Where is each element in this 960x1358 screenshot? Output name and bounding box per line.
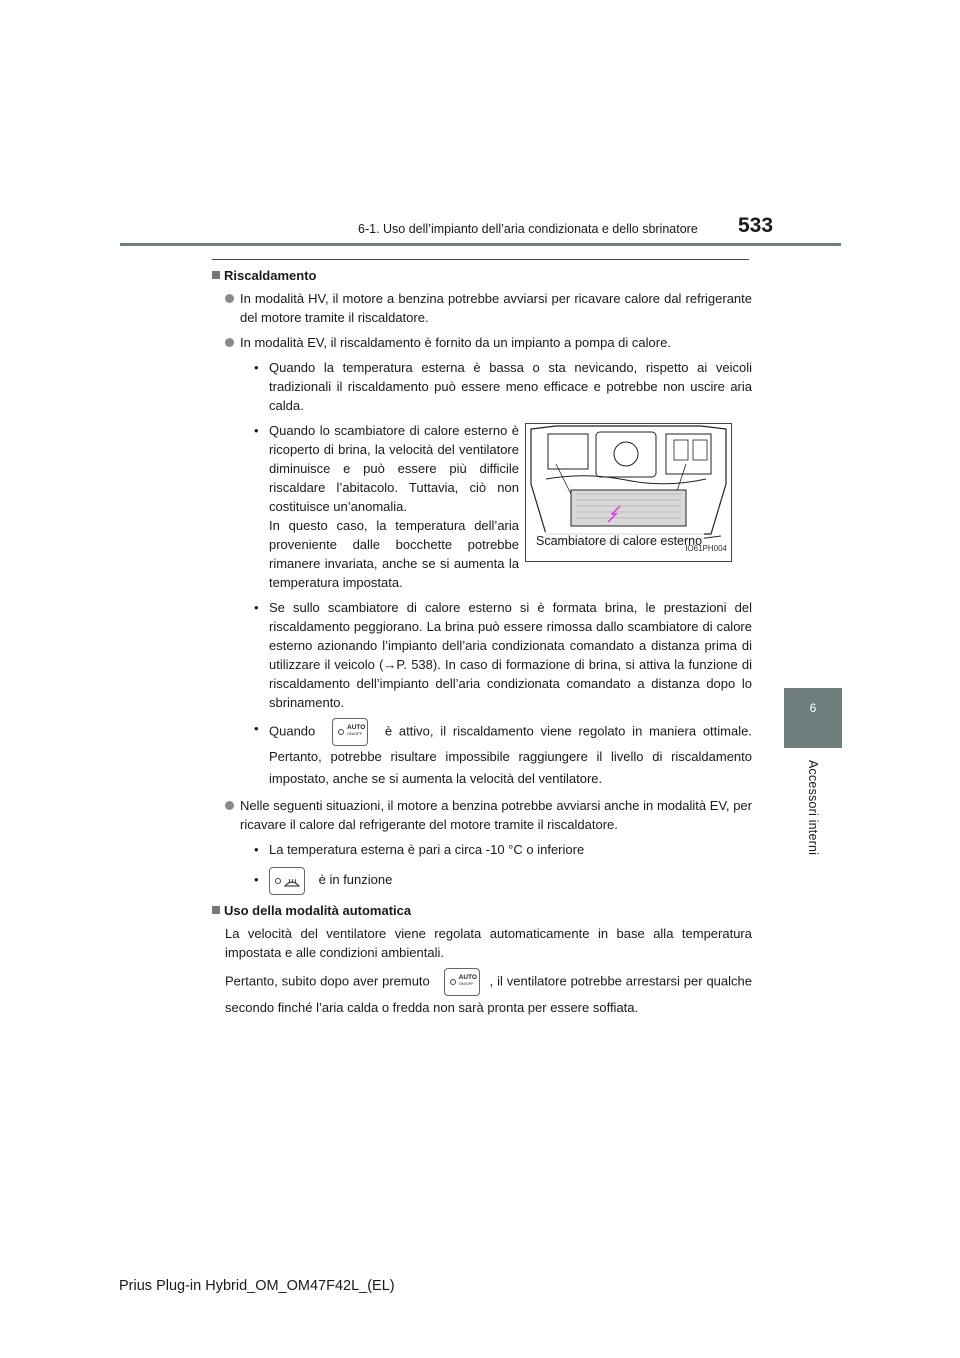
page-number: 533 (738, 214, 774, 237)
figure-label: Scambiatore di calore esterno (534, 532, 704, 551)
figure-code: IO61PH004 (685, 544, 727, 553)
sub-item-defrost: • Se sullo scambiatore di calore esterno si è formata brina, le prestazioni del riscaldamento peggiorano. La brina può essere rimossa dallo scambiatore di calore esterno azionando l’impianto dell’aria condizionata comandato a distanza prima di utilizzare il veicolo (→P. 538). In caso di formazione di brina, si attiva la funzione di riscaldamento dell’impianto dell’aria condizionata comandato a distanza dopo lo sbrinamento. (254, 600, 752, 710)
chapter-number: 6 (809, 701, 817, 715)
windshield-defroster-button-icon (269, 867, 305, 895)
bullet-dot-icon (225, 801, 234, 810)
auto-button-icon: AUTO ON/OFF (332, 718, 368, 746)
heading-heating: Riscaldamento (212, 266, 752, 285)
header-rule (120, 243, 841, 246)
auto-mode-paragraph-1: La velocità del ventilatore viene regolata automaticamente in base alla temperatura impostata e alle condizioni ambientali. (225, 926, 752, 960)
page-content (212, 266, 752, 1026)
bullet-dot-icon (225, 294, 234, 303)
square-marker-icon (212, 271, 220, 279)
content-rule (212, 259, 749, 260)
sub-item-frost: • Quando lo scambiatore di calore esterno è ricoperto di brina, la velocità del ventilatore diminuisce e può essere più difficile riscaldare l’abitacolo. Tuttavia, ciò non costituisce un’anomalia. In questo caso, la temperatura dell’aria proveniente dalle bocchette potrebbe rimanere invariata, anche se si aumenta la temperatura impostata. (254, 423, 519, 590)
bullet-dot-icon (225, 338, 234, 347)
auto-button-icon: AUTO ON/OFF (444, 968, 480, 996)
sub-item-auto-mode: • Quando AUTO ON/OFF è attivo, il riscaldamento viene regolato in maniera ottimale. Pertanto, potrebbe risultare impossibile raggiungere il livello di riscaldamento impostato, anche se si aumenta la velocità del ventilatore. (212, 718, 752, 790)
sub-item-defroster-on: • è in funzione (212, 865, 752, 895)
engine-bay-figure (525, 423, 732, 562)
auto-mode-paragraph-2: Pertanto, subito dopo aver premuto AUTO ON/OFF , il ventilatore potrebbe arrestarsi per qualche secondo finché l’aria calda o fredda non sarà pronta per essere soffiata. (212, 968, 752, 1020)
sub-item-cold-temp: • La temperatura esterna è pari a circa -10 °C o inferiore (254, 842, 585, 857)
bullet-hv-mode: In modalità HV, il motore a benzina potrebbe avviarsi per ricavare calore dal refrigerante del motore tramite il riscaldatore. (212, 289, 752, 327)
sub-item-low-temp: • Quando la temperatura esterna è bassa o sta nevicando, rispetto ai veicoli tradizionali il riscaldamento può essere meno efficace e potrebbe non uscire aria calda. (254, 360, 752, 413)
chapter-tab[interactable] (784, 688, 842, 748)
section-title: 6-1. Uso dell’impianto dell’aria condizionata e dello sbrinatore (358, 222, 698, 236)
heading-auto-mode: Uso della modalità automatica (212, 901, 752, 920)
bullet-ev-mode: In modalità EV, il riscaldamento è fornito da un impianto a pompa di calore. (212, 333, 752, 352)
square-marker-icon (212, 906, 220, 914)
bullet-engine-start: Nelle seguenti situazioni, il motore a benzina potrebbe avviarsi anche in modalità EV, per ricavare il calore dal refrigerante del motore tramite il riscaldatore. (212, 796, 752, 834)
frost-row (212, 421, 752, 592)
manual-id: Prius Plug-in Hybrid_OM_OM47F42L_(EL) (119, 1278, 395, 1294)
chapter-title: Accessori interni (806, 760, 820, 856)
